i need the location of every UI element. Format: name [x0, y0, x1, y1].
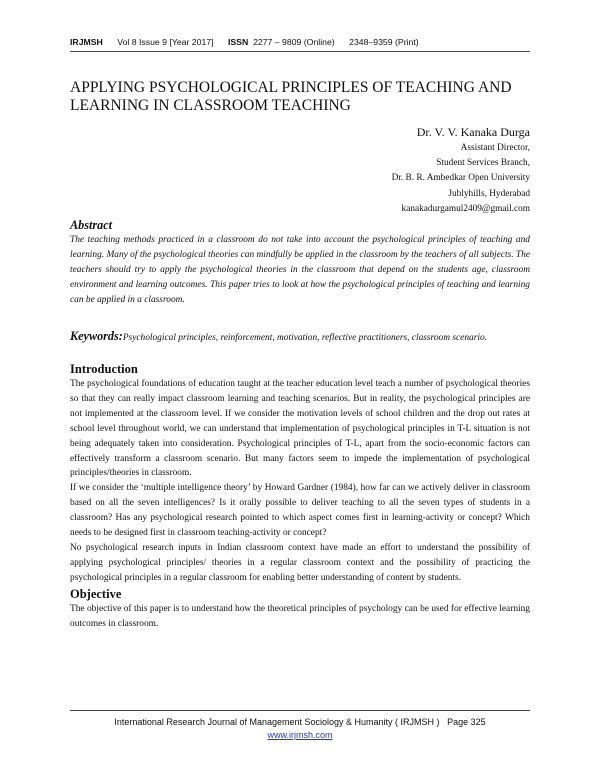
author-location: Jublyhills, Hyderabad [448, 188, 530, 199]
author-university: Dr. B. R. Ambedkar Open University [391, 173, 530, 184]
issn-online: ISSN 2277 – 9809 (Online) [227, 37, 335, 47]
footer-line [70, 716, 530, 729]
intro-paragraph-2: If we consider the ‘multiple intelligence theory’ by Howard Gardner (1984), how far can we actively deliver in classroom based on all the seven intelligences? Is it orally possible to deliver teaching to all the seven types of students in a classroom? Has any psychological research pointed to which aspect comes first in learning-activity or concept? Which needs to be designed first in classroom teaching-activity or concept? [70, 483, 530, 539]
keywords [70, 329, 530, 346]
journal-abbrev: IRJMSH [70, 37, 103, 47]
author-email: kanakadurgamul2409@gmail.com [401, 203, 530, 214]
running-header [70, 37, 530, 47]
paper-title: APPLYING PSYCHOLOGICAL PRINCIPLES OF TEACHING AND LEARNING IN CLASSROOM TEACHING [70, 79, 512, 114]
objective-heading: Objective [70, 586, 122, 601]
intro-paragraph-1: The psychological foundations of education taught at the teacher education level teach a number of psychological theories so that they can really impact classroom learning and teaching scenarios. But in reality, the psychological principles are not implemented at the classroom level. If we consider the motivation levels of school children and the drop out rates at school level throughout world, we can understand that implementation of psychological principles in T-L situation is not being adequately taken into consideration. Psychological principles of T-L, apart from the socio-economic factors can effectively transform a classroom scenario. But many factors seem to impede the implementation of psychological principles/theories in classroom. [70, 379, 530, 479]
journal-website-link[interactable]: www.irjmsh.com [267, 730, 333, 740]
abstract-heading: Abstract [70, 218, 112, 232]
keywords-label: Keywords: [70, 329, 123, 343]
author-position: Assistant Director, [460, 143, 530, 153]
author-name: Dr. V. V. Kanaka Durga [416, 125, 530, 139]
introduction-heading: Introduction [70, 362, 138, 376]
objective-text: The objective of this paper is to understand how the theoretical principles of psychology can be used for effective learning outcomes in classroom. [70, 603, 530, 629]
keywords-text: Psychological principles, reinforcement, motivation, reflective practitioners, classroom scenario. [122, 333, 487, 343]
footer-rule [70, 710, 530, 711]
issn-print: 2348–9359 (Print) [349, 37, 419, 47]
intro-paragraph-3: No psychological research inputs in Indian classroom context have made an effort to understand the possibility of applying psychological principles/ theories in a regular classroom context and the possibility of practicing the psychological principles in a regular classroom for enabling better understanding of content by students. [70, 542, 530, 583]
introduction-section [70, 362, 530, 632]
header-rule [70, 51, 530, 52]
author-block [392, 125, 530, 217]
issn-online-value: 2277 – 9809 (Online) [253, 37, 335, 47]
author-branch: Student Services Branch, [436, 158, 530, 169]
volume-issue: Vol 8 Issue 9 [Year 2017] [117, 37, 214, 47]
abstract-text: The teaching methods practiced in a classroom do not take into account the psychological principles of teaching and learning. Many of the psychological theories can mindfully be applied in the classroom by the teachers of all subjects. The teachers should try to apply the psychological theories in the classroom that depend on the students age, classroom environment and learning outcomes. This paper tries to look at how the psychological principles of teaching and learning can be applied in a classroom. [70, 235, 530, 305]
footer-journal-name: International Research Journal of Management Sociology & Humanity ( IRJMSH ) [114, 717, 440, 727]
running-footer [70, 716, 530, 742]
page-number: Page 325 [447, 717, 486, 727]
